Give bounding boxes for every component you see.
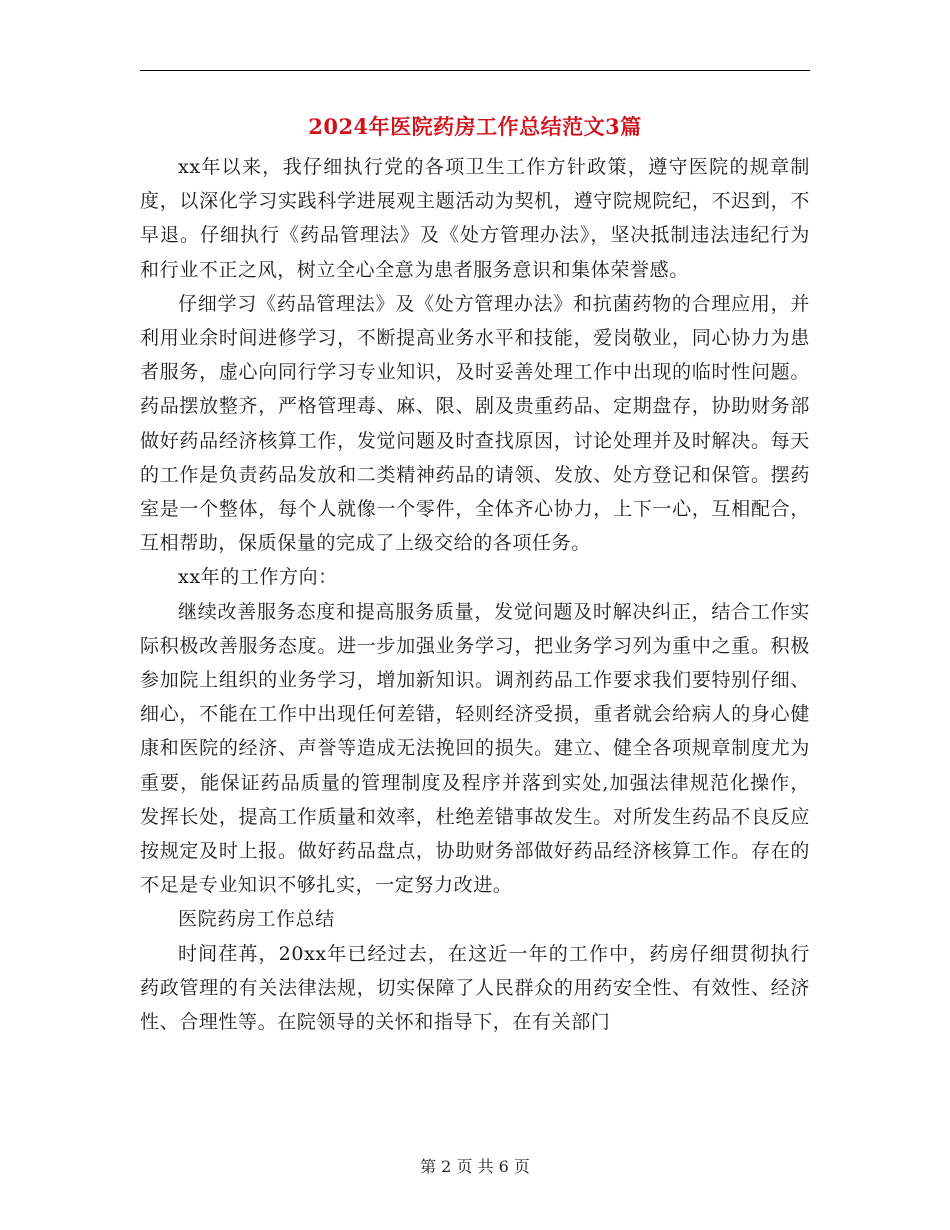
paragraph: 继续改善服务态度和提高服务质量，发觉问题及时解决纠正，结合工作实际积极改善服务态度。进一步加强业务学习，把业务学习列为重中之重。积极参加院上组织的业务学习，增加新知识。调剂药品工作要求我们要特别仔细、细心，不能在工作中出现任何差错，轻则经济受损，重者就会给病人的身心健康和医院的经济、声誉等造成无法挽回的损失。建立、健全各项规章制度尤为重要，能保证药品质量的管理制度及程序并落到实处,加强法律规范化操作，发挥长处，提高工作质量和效率，杜绝差错事故发生。对所发生药品不良反应按规定及时上报。做好药品盘点，协助财务部做好药品经济核算工作。存在的不足是专业知识不够扎实，一定努力改进。	[140, 600, 810, 897]
document-title: 2024年医院药房工作总结范文3篇	[308, 114, 642, 139]
header-rule	[140, 70, 810, 71]
paragraph: 时间荏苒，20xx年已经过去，在这近一年的工作中，药房仔细贯彻执行药政管理的有关法律法规，切实保障了人民群众的用药安全性、有效性、经济性、合理性等。在院领导的关怀和指导下，在有关部门	[140, 942, 810, 1034]
section-heading: 医院药房工作总结	[178, 908, 335, 931]
page-number-footer: 第 2 页 共 6 页	[420, 1157, 530, 1176]
paragraph: 仔细学习《药品管理法》及《处方管理办法》和抗菌药物的合理应用，并利用业余时间进修学习，不断提高业务水平和技能，爱岗敬业，同心协力为患者服务，虚心向同行学习专业知识，及时妥善处理工作中出现的临时性问题。药品摆放整齐，严格管理毒、麻、限、剧及贵重药品、定期盘存，协助财务部做好药品经济核算工作，发觉问题及时查找原因，讨论处理并及时解决。每天的工作是负责药品发放和二类精神药品的请领、发放、处方登记和保管。摆药室是一个整体，每个人就像一个零件，全体齐心协力，上下一心，互相配合，互相帮助，保质保量的完成了上级交给的各项任务。	[140, 292, 810, 555]
paragraph: xx年以来，我仔细执行党的各项卫生工作方针政策，遵守医院的规章制度，以深化学习实践科学进展观主题活动为契机，遵守院规院纪，不迟到，不早退。仔细执行《药品管理法》及《处方管理办法》，坚决抵制违法违纪行为和行业不正之风，树立全心全意为患者服务意识和集体荣誉感。	[140, 156, 810, 281]
paragraph: xx年的工作方向：	[178, 566, 338, 589]
document-body	[140, 150, 810, 1039]
